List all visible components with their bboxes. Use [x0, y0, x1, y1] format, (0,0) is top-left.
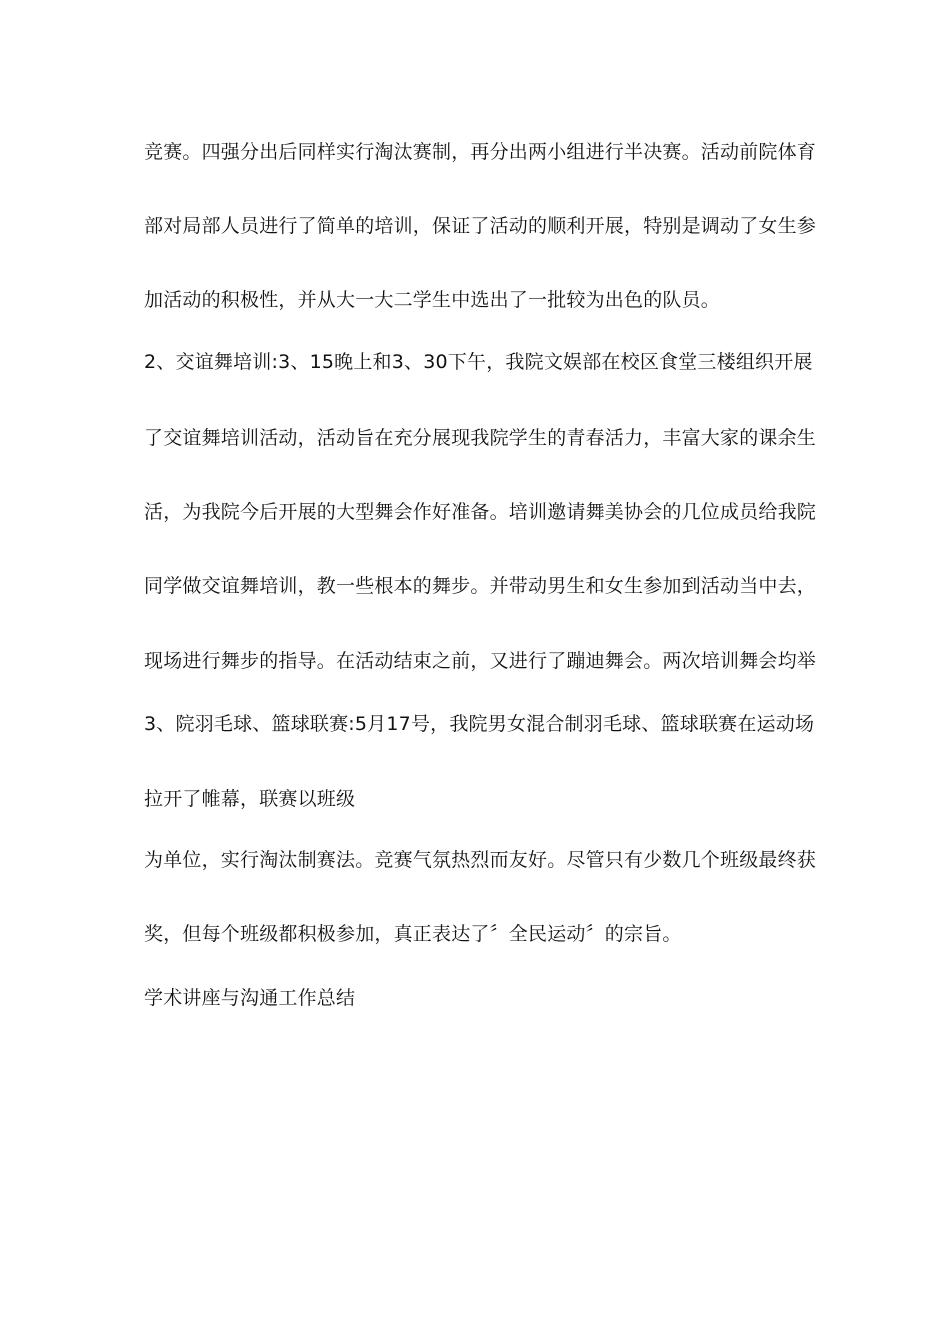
paragraph-line: 拉开了帷幕，联赛以班级	[144, 788, 356, 810]
paragraph-line: 加活动的积极性，并从大一大二学生中选出了一批较为出色的队员。	[144, 289, 721, 311]
paragraph-line: 现场进行舞步的指导。在活动结束之前，又进行了蹦迪舞会。两次培训舞会均举	[144, 650, 817, 672]
paragraph-line: 3、院羽毛球、篮球联赛:5月17号，我院男女混合制羽毛球、篮球联赛在运动场	[144, 713, 815, 735]
paragraph-line: 为单位，实行淘汰制赛法。竞赛气氛热烈而友好。尽管只有少数几个班级最终获	[144, 849, 817, 871]
paragraph-line: 活，为我院今后开展的大型舞会作好准备。培训邀请舞美协会的几位成员给我院	[144, 501, 817, 523]
paragraph-line: 2、交谊舞培训:3、15晚上和3、30下午，我院文娱部在校区食堂三楼组织开展	[144, 351, 813, 373]
section-heading: 学术讲座与沟通工作总结	[144, 987, 356, 1009]
paragraph-line: 部对局部人员进行了简单的培训，保证了活动的顺利开展，特别是调动了女生参	[144, 215, 817, 237]
paragraph-line: 同学做交谊舞培训，教一些根本的舞步。并带动男生和女生参加到活动当中去，	[144, 575, 817, 597]
paragraph-line: 奖，但每个班级都积极参加，真正表达了〞全民运动〞的宗旨。	[144, 923, 682, 945]
paragraph-line: 了交谊舞培训活动，活动旨在充分展现我院学生的青春活力，丰富大家的课余生	[144, 427, 817, 449]
paragraph-line: 竞赛。四强分出后同样实行淘汰赛制，再分出两小组进行半决赛。活动前院体育	[144, 141, 817, 163]
